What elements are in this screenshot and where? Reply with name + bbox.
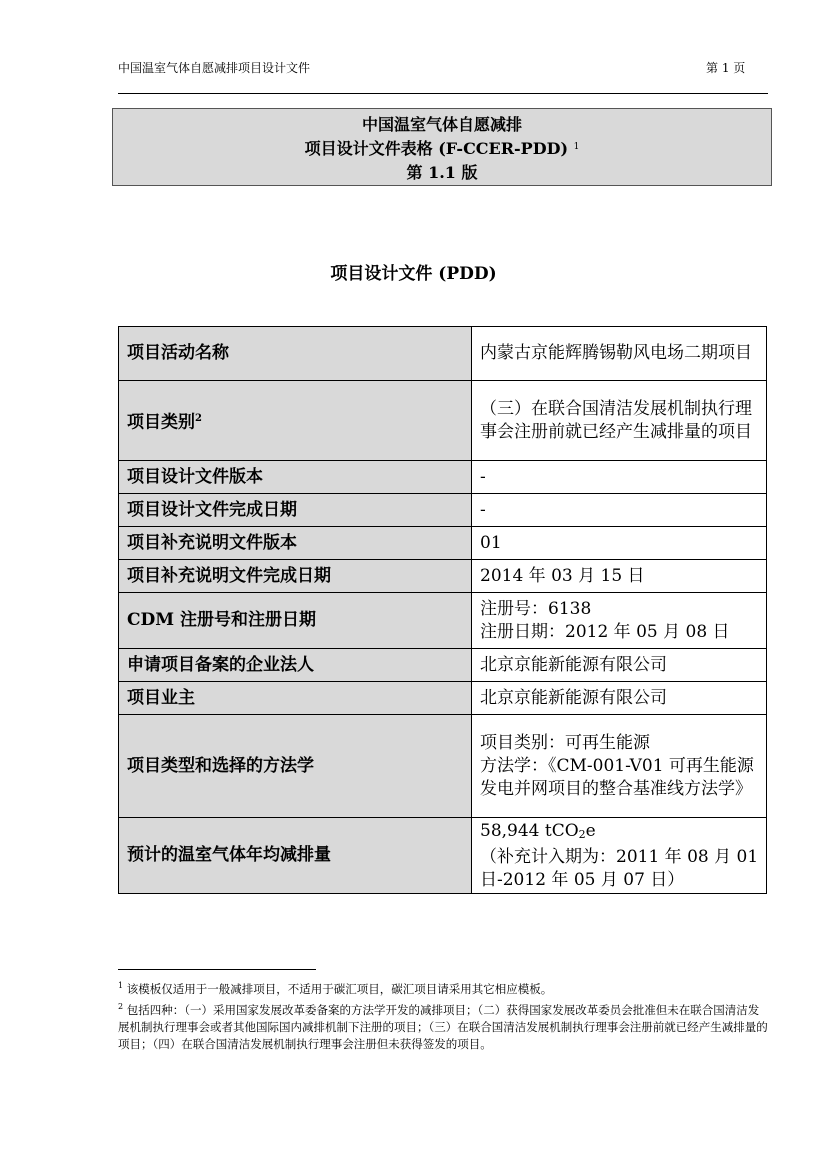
row-label: 项目补充说明文件版本 xyxy=(119,527,472,560)
table-row xyxy=(119,682,767,715)
table-row xyxy=(119,715,767,818)
footnote-1: $^1$ 该模板仅适用于一般减排项目，不适用于碳汇项目，碳汇项目请采用其它相应模板。 xyxy=(118,981,553,996)
header-page-number: 第 1 页 xyxy=(706,61,746,75)
table-row xyxy=(119,593,767,649)
table-row xyxy=(119,327,767,381)
row-value: 项目类别：可再生能源 方法学：《CM-001-V01 可再生能源发电并网项目的整合基准线方法学》 xyxy=(472,715,767,818)
row-label: 项目补充说明文件完成日期 xyxy=(119,560,472,593)
table-row xyxy=(119,560,767,593)
row-value: 注册号：6138 注册日期：2012 年 05 月 08 日 xyxy=(472,593,767,649)
table-row xyxy=(119,818,767,894)
footnote-divider xyxy=(118,969,316,970)
footnotes xyxy=(118,977,770,1053)
footnote-2: $^2$ 包括四种：（一）采用国家发展改革委备案的方法学开发的减排项目；（二）获得国家发展改革委员会批准但未在联合国清洁发展机制执行理事会或者其他国际国内减排机制下注册的项目；（三）在联合国清洁发展机制执行理事会注册前就已经产生减排量的项目；（四）在联合国清洁发展机制执行理事会注册但未获得签发的项目。 xyxy=(118,1001,768,1051)
row-label: 项目活动名称 xyxy=(119,327,472,381)
table-row xyxy=(119,461,767,494)
pdd-heading: 项目设计文件 (PDD) xyxy=(330,264,497,284)
row-value: 2014 年 03 月 15 日 xyxy=(472,560,767,593)
row-label: CDM 注册号和注册日期 xyxy=(119,593,472,649)
row-label: 项目设计文件完成日期 xyxy=(119,494,472,527)
project-info-table xyxy=(118,326,767,894)
header-divider xyxy=(118,93,768,94)
row-value: - xyxy=(472,494,767,527)
table-row xyxy=(119,494,767,527)
form-version: 第 1.1 版 xyxy=(406,163,478,182)
row-value: 内蒙古京能辉腾锡勒风电场二期项目 xyxy=(472,327,767,381)
header-document-title: 中国温室气体自愿减排项目设计文件 xyxy=(118,61,311,75)
form-title-line2: 项目设计文件表格 (F-CCER-PDD) $^1$ xyxy=(304,139,580,158)
footnote-ref-1: 1 xyxy=(573,142,580,152)
row-label: 预计的温室气体年均减排量 xyxy=(119,818,472,894)
row-value: 01 xyxy=(472,527,767,560)
table-row xyxy=(119,527,767,560)
row-value: 北京京能新能源有限公司 xyxy=(472,682,767,715)
table-row xyxy=(119,381,767,461)
table-row xyxy=(119,649,767,682)
row-label: 项目类型和选择的方法学 xyxy=(119,715,472,818)
row-value: 58,944 tCO2e （补充计入期为：2011 年 08 月 01 日-2012 年 05 月 07 日） xyxy=(472,818,767,894)
form-title-line1: 中国温室气体自愿减排 xyxy=(361,115,522,134)
footnote-ref-2: 2 xyxy=(195,412,202,424)
row-label: 项目设计文件版本 xyxy=(119,461,472,494)
row-label: 项目类别$^2$ xyxy=(119,381,472,461)
row-value: - xyxy=(472,461,767,494)
row-value: 北京京能新能源有限公司 xyxy=(472,649,767,682)
form-title-box xyxy=(112,108,772,186)
row-label: 申请项目备案的企业法人 xyxy=(119,649,472,682)
row-value: （三）在联合国清洁发展机制执行理事会注册前就已经产生减排量的项目 xyxy=(472,381,767,461)
row-label: 项目业主 xyxy=(119,682,472,715)
